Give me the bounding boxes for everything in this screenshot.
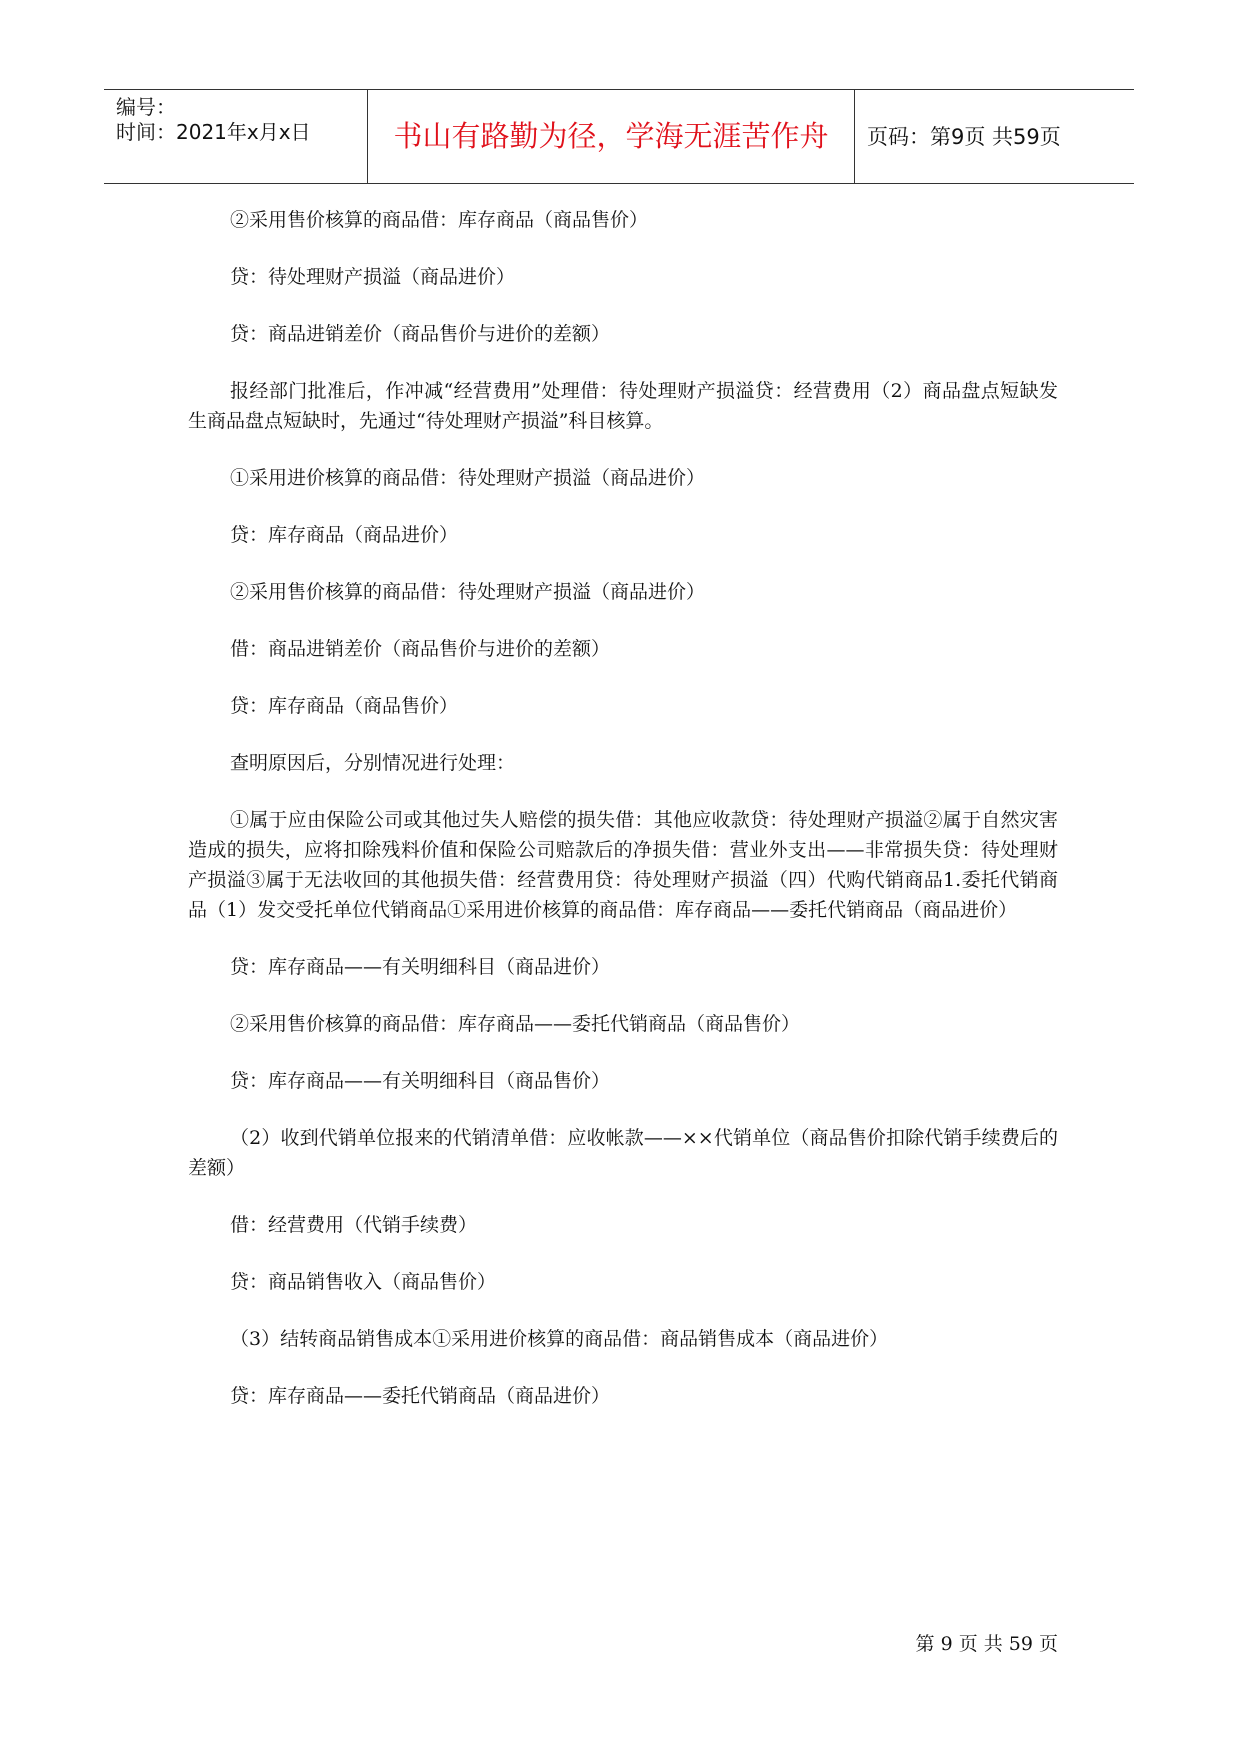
body-paragraph: ①采用进价核算的商品借：待处理财产损溢（商品进价） [230, 467, 706, 489]
body-paragraph: ②采用售价核算的商品借：待处理财产损溢（商品进价） [230, 581, 706, 603]
body-paragraph: 贷：库存商品——有关明细科目（商品售价） [230, 1070, 611, 1092]
header-meta-cell [104, 90, 368, 183]
body-paragraph: 贷：库存商品——有关明细科目（商品进价） [230, 956, 611, 978]
body-paragraph: 贷：库存商品——委托代销商品（商品进价） [230, 1385, 611, 1407]
page-footer: 第 9 页 共 59 页 [915, 1633, 1058, 1655]
header-motto-cell [368, 90, 855, 183]
body-paragraph: 贷：库存商品（商品售价） [230, 695, 459, 717]
header-motto: 书山有路勤为径，学海无涯苦作舟 [393, 119, 829, 153]
body-paragraph: 贷：商品销售收入（商品售价） [230, 1271, 497, 1293]
document-number-label: 编号： [116, 95, 176, 119]
document-header [104, 89, 1134, 184]
document-time-label: 时间：2021年x月x日 [116, 120, 311, 144]
header-page-cell [855, 90, 1134, 183]
body-paragraph: （3）结转商品销售成本①采用进价核算的商品借：商品销售成本（商品进价） [230, 1328, 889, 1350]
body-paragraph: ②采用售价核算的商品借：库存商品——委托代销商品（商品售价） [230, 1013, 801, 1035]
body-paragraph: 贷：商品进销差价（商品售价与进价的差额） [230, 323, 611, 345]
body-paragraph: 贷：待处理财产损溢（商品进价） [230, 266, 516, 288]
body-paragraph: 贷：库存商品（商品进价） [230, 524, 459, 546]
header-page-info: 页码：第9页 共59页 [867, 125, 1061, 149]
body-paragraph: 借：商品进销差价（商品售价与进价的差额） [230, 638, 611, 660]
body-paragraph: （2）收到代销单位报来的代销清单借：应收帐款——××代销单位（商品售价扣除代销手续费后的差额） [188, 1127, 1058, 1179]
body-paragraph: ②采用售价核算的商品借：库存商品（商品售价） [230, 209, 649, 231]
body-paragraph: 查明原因后，分别情况进行处理： [230, 752, 516, 774]
body-paragraph: 借：经营费用（代销手续费） [230, 1214, 478, 1236]
body-paragraph: ①属于应由保险公司或其他过失人赔偿的损失借：其他应收款贷：待处理财产损溢②属于自然灾害造成的损失，应将扣除残料价值和保险公司赔款后的净损失借：营业外支出——非常损失贷：待处理财产损溢③属于无法收回的其他损失借：经营费用贷：待处理财产损溢（四）代购代销商品1.委托代销商品（1）发交受托单位代销商品①采用进价核算的商品借：库存商品——委托代销商品（商品进价） [188, 809, 1058, 921]
body-paragraph: 报经部门批准后，作冲减“经营费用”处理借：待处理财产损溢贷：经营费用（2）商品盘点短缺发生商品盘点短缺时，先通过“待处理财产损溢”科目核算。 [188, 380, 1058, 432]
document-body [188, 205, 1058, 1438]
